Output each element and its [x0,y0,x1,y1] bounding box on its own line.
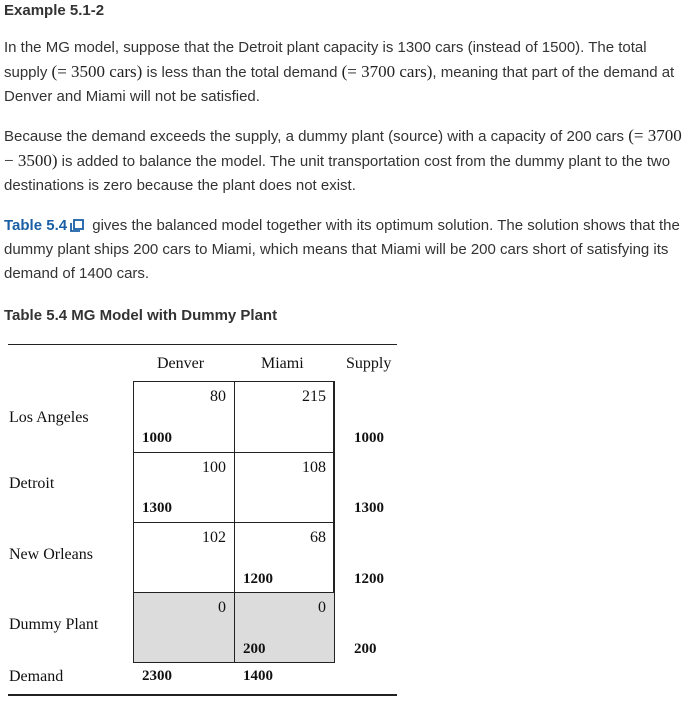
cost-la-denver: 80 [210,388,226,405]
alloc-dummy-miami: 200 [243,641,266,657]
cost-detroit-denver: 100 [202,459,226,476]
table-top-rule [8,344,397,345]
table-link-label[interactable]: Table 5.4 [4,217,68,234]
cost-detroit-miami: 108 [302,459,326,476]
table-caption: Table 5.4 MG Model with Dummy Plant [4,307,278,324]
row-label-dummy-plant: Dummy Plant [9,616,99,633]
math-total-supply: (= 3500 cars) [51,62,143,81]
external-table-icon[interactable] [70,219,84,232]
cost-la-miami: 215 [302,388,326,405]
table-bottom-rule [8,694,397,696]
paragraph-3 [4,214,692,286]
cost-dummy-denver: 0 [218,599,226,616]
table-link[interactable] [4,217,88,234]
row-label-demand: Demand [9,668,64,685]
cell-detroit-miami [234,452,335,523]
row-label-los-angeles: Los Angeles [9,409,89,426]
row-label-detroit: Detroit [9,475,55,492]
cost-no-denver: 102 [202,529,226,546]
cost-dummy-miami: 0 [318,599,326,616]
column-header-denver: Denver [157,355,205,372]
paragraph-1-text-a: In the MG model, suppose that the Detroit plant capacity is 1300 cars (instead of 1500). The total supply [4,39,647,81]
alloc-la-denver: 1000 [142,430,172,446]
paragraph-1-text-b: is less than the total demand [142,64,342,81]
paragraph-1 [4,36,692,109]
column-header-miami: Miami [261,355,304,372]
cell-la-miami [234,381,335,453]
paragraph-3-text: gives the balanced model together with its optimum solution. The solution shows that the dummy plant ships 200 cars to Miami, which means that Miami will be 200 cars short of satisfying its demand of 1400 cars. [4,217,680,282]
paragraph-2 [4,124,692,198]
demand-denver: 2300 [142,668,172,684]
row-label-new-orleans: New Orleans [9,546,93,563]
example-title: Example 5.1-2 [4,2,105,19]
cell-dummy-denver [133,592,235,663]
demand-miami: 1400 [243,668,273,684]
math-total-demand: (= 3700 cars) [341,62,433,81]
cost-no-miami: 68 [310,529,326,546]
math-dummy-capacity: (= 3700 − 3500) [4,126,682,170]
alloc-no-miami: 1200 [243,571,273,587]
supply-detroit: 1300 [354,500,384,516]
supply-los-angeles: 1000 [354,430,384,446]
paragraph-2-text-b: is added to balance the model. The unit transportation cost from the dummy plant to the two destinations is zero because the plant does not exist. [4,153,671,194]
alloc-detroit-denver: 1300 [142,500,172,516]
transportation-grid [133,381,334,662]
paragraph-2-text-a: Because the demand exceeds the supply, a dummy plant (source) with a capacity of 200 cars [4,128,629,145]
supply-new-orleans: 1200 [354,571,384,587]
supply-dummy-plant: 200 [354,641,377,657]
column-header-supply: Supply [346,355,392,372]
paragraph-1-text-c: , meaning that part of the demand at Denver and Miami will not be satisfied. [4,64,675,105]
cell-no-denver [133,522,235,593]
